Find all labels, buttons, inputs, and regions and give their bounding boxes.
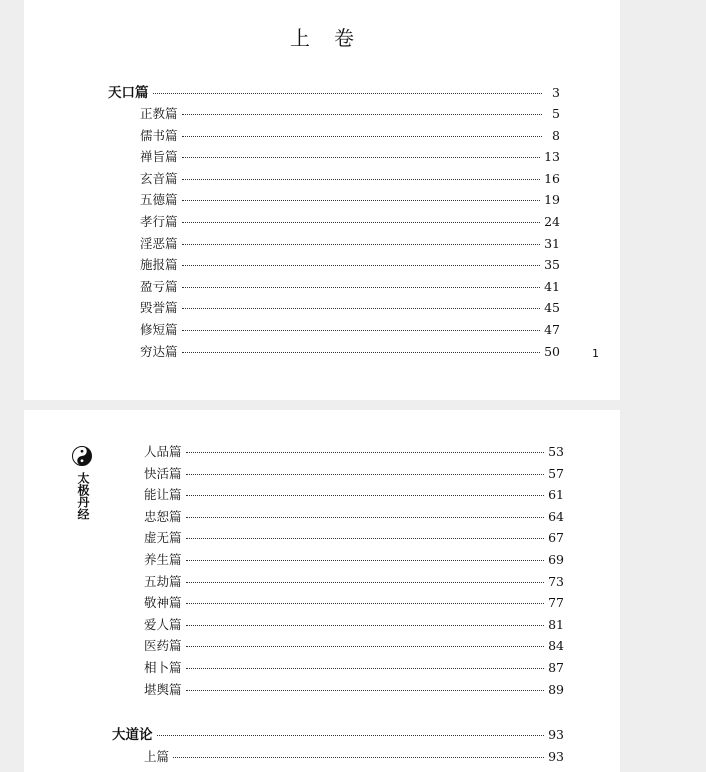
toc-entry[interactable] (144, 573, 564, 591)
toc-entry[interactable] (140, 321, 560, 339)
entry-label: 儒书篇 (140, 127, 178, 143)
toc-entry[interactable] (140, 256, 560, 274)
dot-leader (186, 473, 545, 475)
entry-label: 玄音篇 (140, 170, 178, 186)
entry-page: 93 (548, 749, 564, 764)
entry-label: 毁誉篇 (140, 300, 178, 316)
dot-leader (186, 559, 545, 561)
entry-page: 77 (548, 595, 564, 611)
toc-entry[interactable] (140, 105, 560, 123)
section-page: 93 (548, 727, 564, 742)
page-number: 1 (592, 347, 599, 360)
entry-page: 69 (548, 552, 564, 567)
entry-label: 五劫篇 (144, 573, 182, 589)
entry-page: 84 (548, 638, 564, 654)
toc-entry[interactable] (144, 486, 564, 504)
entry-page: 8 (552, 127, 560, 143)
dot-leader (182, 135, 542, 137)
entry-label: 快活篇 (144, 465, 182, 481)
entry-label: 五德篇 (140, 192, 178, 208)
dot-leader (186, 602, 545, 604)
section-label: 天口篇 (108, 85, 149, 101)
entry-label: 盈亏篇 (140, 278, 178, 294)
dot-leader (182, 307, 541, 309)
dot-leader (186, 516, 545, 518)
entry-page: 61 (548, 487, 564, 503)
dot-leader (186, 537, 545, 539)
entry-label: 施报篇 (140, 257, 178, 273)
entry-page: 67 (548, 530, 564, 546)
dot-leader (182, 113, 542, 115)
toc-entry[interactable] (140, 170, 560, 188)
dot-leader (182, 243, 541, 245)
dot-leader (182, 221, 541, 223)
entry-label: 孝行篇 (140, 214, 178, 229)
entry-page: 13 (544, 149, 560, 165)
dot-leader (153, 92, 543, 94)
dot-leader (182, 178, 541, 180)
dot-leader (182, 286, 541, 288)
entry-label: 医药篇 (144, 638, 182, 654)
entry-label: 禅旨篇 (140, 149, 178, 165)
entry-label: 修短篇 (140, 322, 178, 337)
entry-label: 正教篇 (140, 106, 178, 121)
dot-leader (157, 734, 545, 736)
toc-entry[interactable] (140, 127, 560, 145)
dot-leader (186, 624, 545, 626)
toc-entry[interactable] (144, 465, 564, 483)
entry-page: 19 (544, 192, 560, 208)
toc-page-1 (24, 0, 620, 400)
toc-entry[interactable] (144, 594, 564, 612)
toc-entry[interactable] (144, 529, 564, 547)
toc-entry[interactable] (144, 659, 564, 677)
entry-label: 养生篇 (144, 552, 182, 567)
entry-label: 敬神篇 (144, 595, 182, 611)
toc-entry[interactable] (140, 299, 560, 317)
toc-entry[interactable] (144, 551, 564, 569)
dot-leader (186, 581, 545, 583)
entry-page: 24 (544, 214, 560, 229)
entry-label: 穷达篇 (140, 343, 178, 359)
toc-entry[interactable] (140, 213, 560, 231)
entry-page: 47 (544, 322, 560, 337)
dot-leader (173, 756, 544, 758)
toc-entry[interactable] (140, 191, 560, 209)
dot-leader (182, 329, 541, 331)
entry-page: 31 (544, 235, 560, 251)
entry-label: 淫恶篇 (140, 235, 178, 251)
entry-page: 64 (548, 508, 564, 524)
book-side-title: 太极丹经 (76, 472, 90, 520)
toc-entry[interactable] (144, 443, 564, 461)
dot-leader (182, 264, 541, 266)
toc-page-2 (24, 410, 620, 772)
toc-section-dadao[interactable] (112, 726, 564, 744)
entry-page: 41 (544, 278, 560, 294)
entry-label: 人品篇 (144, 444, 182, 459)
entry-page: 81 (548, 616, 564, 632)
toc-entry[interactable] (140, 148, 560, 166)
toc-section-tiankou[interactable] (108, 84, 560, 102)
dot-leader (186, 689, 545, 691)
volume-title: 上卷 (290, 26, 378, 50)
toc-entry[interactable] (140, 278, 560, 296)
dot-leader (186, 451, 545, 453)
entry-label: 上篇 (144, 749, 170, 764)
entry-page: 57 (548, 465, 564, 481)
entry-label: 爱人篇 (144, 616, 182, 632)
entry-page: 73 (548, 573, 564, 589)
entry-page: 89 (548, 681, 564, 697)
entry-page: 53 (548, 444, 564, 459)
entry-page: 35 (544, 257, 560, 273)
dot-leader (182, 156, 541, 158)
toc-entry[interactable] (144, 681, 564, 699)
entry-label: 虚无篇 (144, 530, 182, 546)
toc-entry[interactable] (144, 748, 564, 766)
toc-entry[interactable] (140, 343, 560, 361)
entry-page: 5 (552, 106, 560, 121)
dot-leader (186, 667, 545, 669)
section-page: 3 (552, 85, 560, 100)
section-label: 大道论 (112, 727, 153, 743)
toc-entry[interactable] (144, 637, 564, 655)
entry-label: 能让篇 (144, 487, 182, 503)
taiji-icon (72, 446, 92, 466)
entry-page: 87 (548, 660, 564, 675)
entry-label: 相卜篇 (144, 660, 182, 675)
entry-page: 45 (544, 300, 560, 316)
entry-page: 16 (544, 170, 560, 186)
dot-leader (182, 199, 541, 201)
entry-page: 50 (544, 343, 560, 359)
dot-leader (182, 351, 541, 353)
toc-entry[interactable] (140, 235, 560, 253)
entry-label: 堪舆篇 (144, 681, 182, 697)
dot-leader (186, 494, 545, 496)
toc-entry[interactable] (144, 508, 564, 526)
toc-entry[interactable] (144, 616, 564, 634)
entry-label: 忠恕篇 (144, 508, 182, 524)
dot-leader (186, 645, 545, 647)
